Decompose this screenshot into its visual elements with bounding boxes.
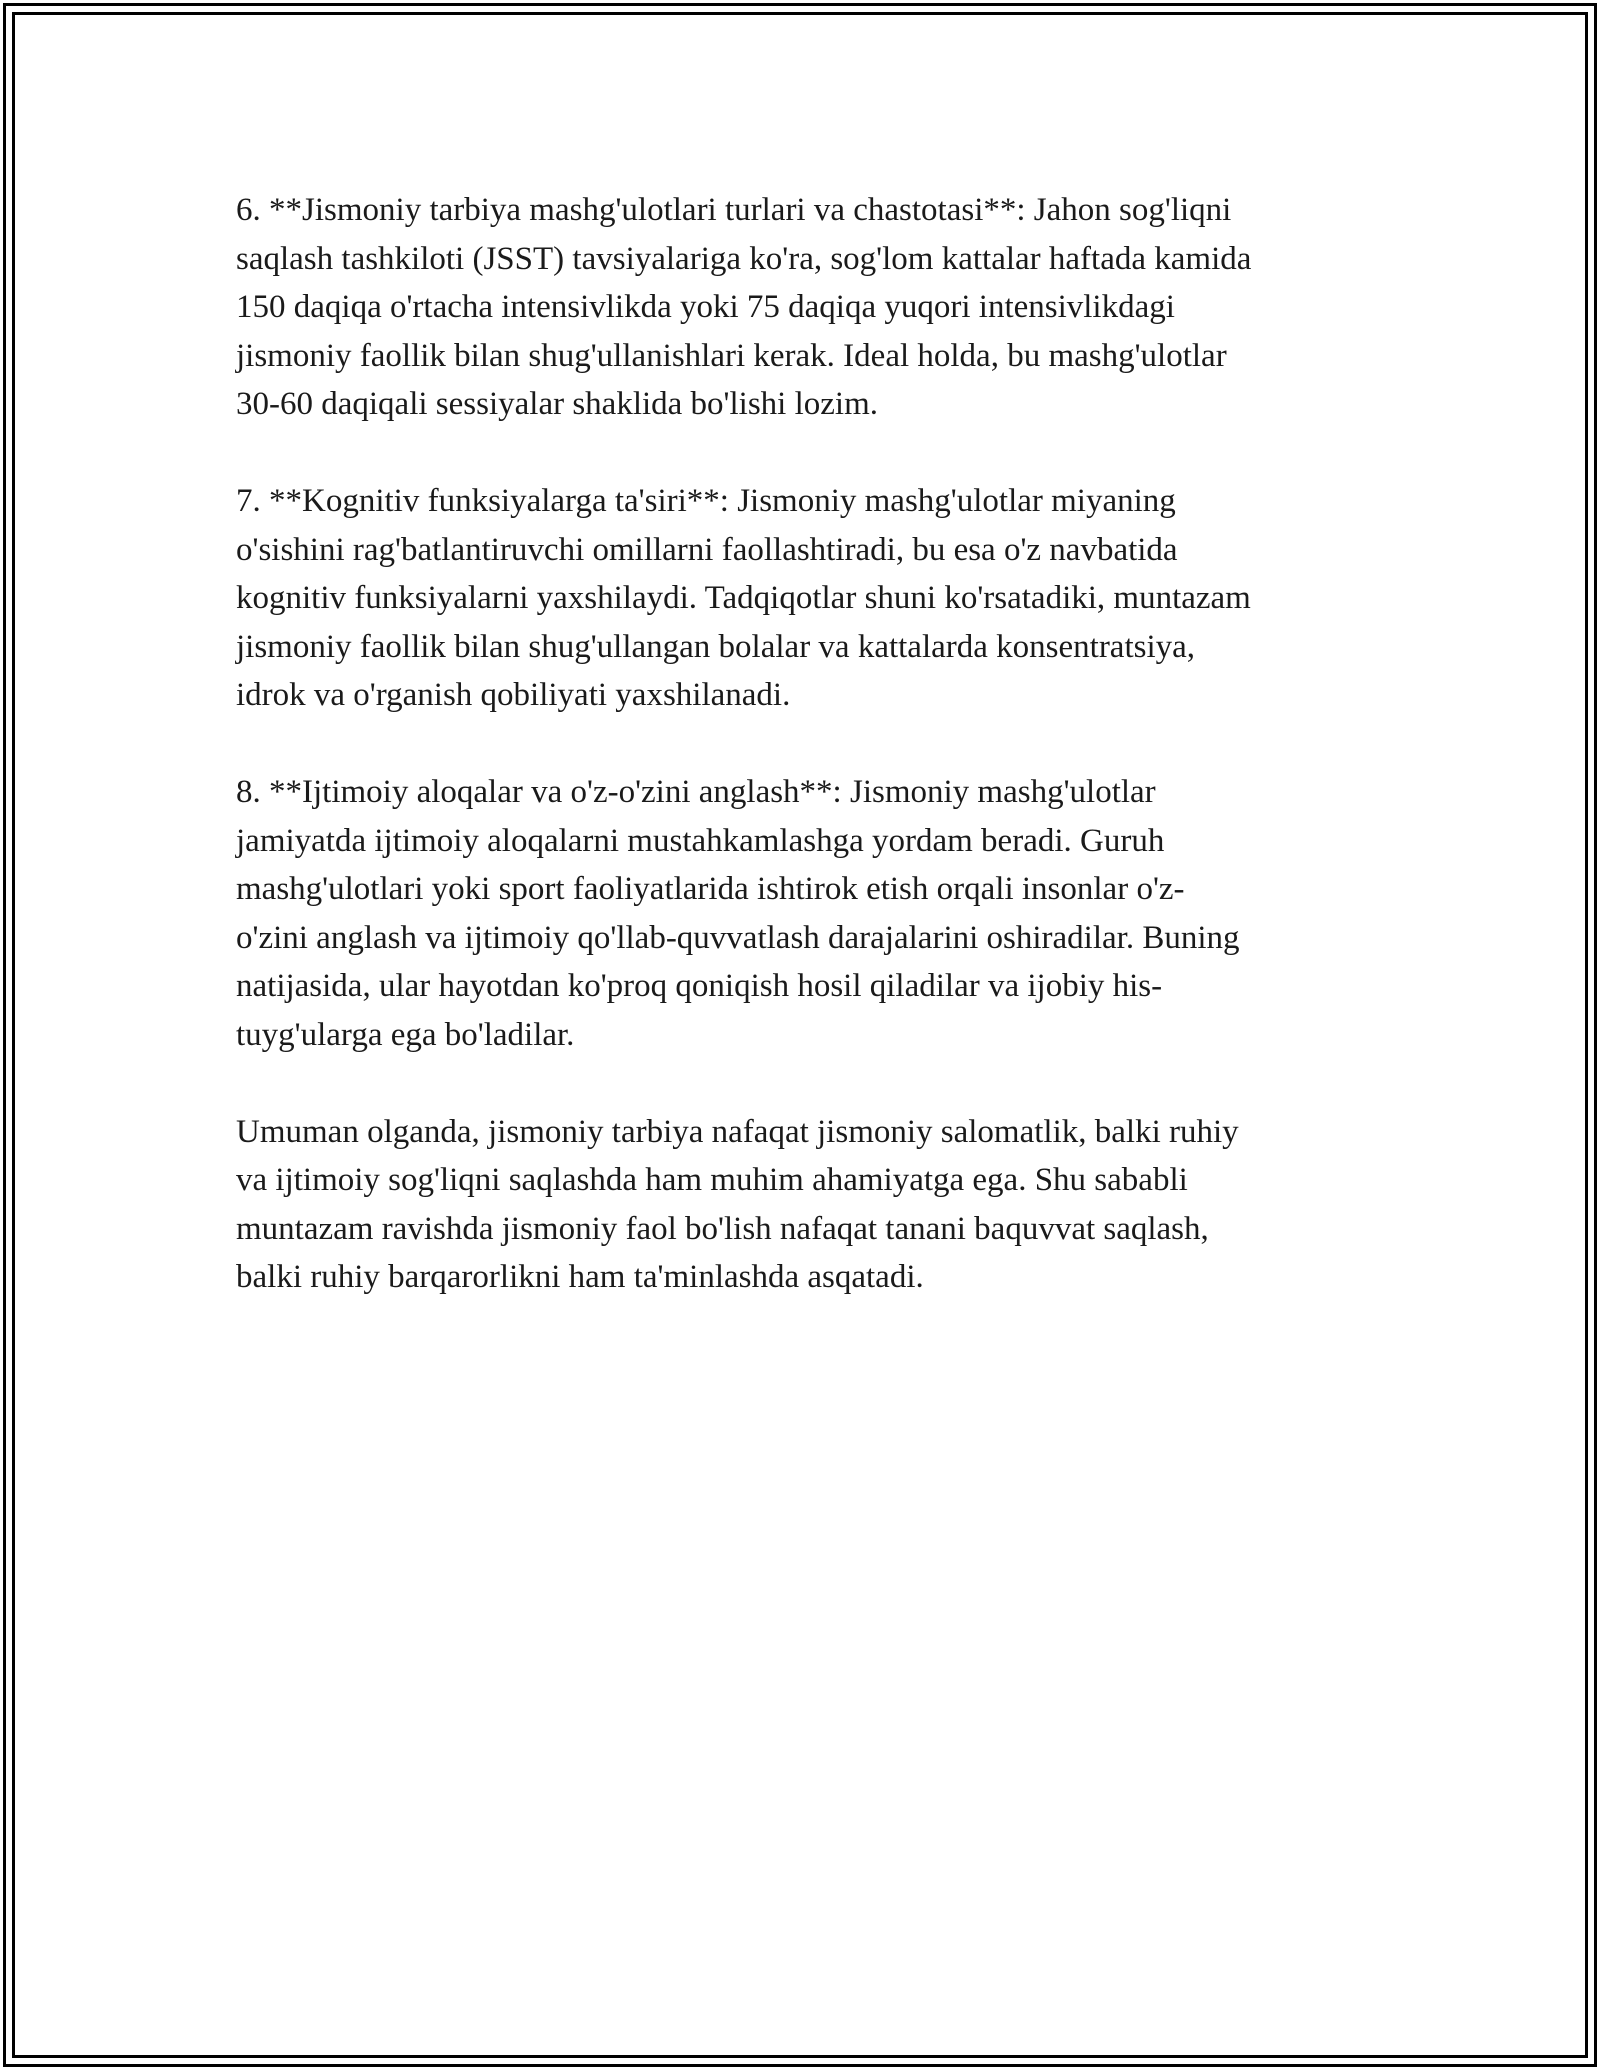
paragraph-physical-training-types: 6. **Jismoniy tarbiya mashg'ulotlari turlari va chastotasi**: Jahon sog'liqni saqlash tashkiloti (JSST) tavsiyalariga ko'ra, sog'lom kattalar haftada kamida 150 daqiqa o'rtacha intensivlikda yoki 75 daqiqa yuqori intensivlikdagi jismoniy faollik bilan shug'ullanishlari kerak. Ideal holda, bu mashg'ulotlar 30-60 daqiqali sessiyalar shaklida bo'lishi lozim.: [236, 192, 1252, 422]
paragraph-cognitive-effects: 7. **Kognitiv funksiyalarga ta'siri**: Jismoniy mashg'ulotlar miyaning o'sishini rag'batlantiruvchi omillarni faollashtiradi, bu esa o'z navbatida kognitiv funksiyalarni yaxshilaydi. Tadqiqotlar shuni ko'rsatadiki, muntazam jismoniy faollik bilan shug'ullangan bolalar va kattalarda konsentratsiya, idrok va o'rganish qobiliyati yaxshilanadi.: [236, 483, 1251, 713]
document-body: [236, 186, 1376, 1350]
paragraph-social-connections: 8. **Ijtimoiy aloqalar va o'z-o'zini anglash**: Jismoniy mashg'ulotlar jamiyatda ijtimoiy aloqalarni mustahkamlashga yordam beradi. Guruh mashg'ulotlari yoki sport faoliyatlarida ishtirok etish orqali insonlar o'z- o'zini anglash va ijtimoiy qo'llab-quvvatlash darajalarini oshiradilar. Buning natijasida, ular hayotdan ko'proq qoniqish hosil qiladilar va ijobiy his- tuyg'ularga ega bo'ladilar.: [236, 774, 1240, 1053]
paragraph-conclusion: Umuman olganda, jismoniy tarbiya nafaqat jismoniy salomatlik, balki ruhiy va ijtimoiy sog'liqni saqlashda ham muhim ahamiyatga ega. Shu sababli muntazam ravishda jismoniy faol bo'lish nafaqat tanani baquvvat saqlash, balki ruhiy barqarorlikni ham ta'minlashda asqatadi.: [236, 1113, 1239, 1295]
